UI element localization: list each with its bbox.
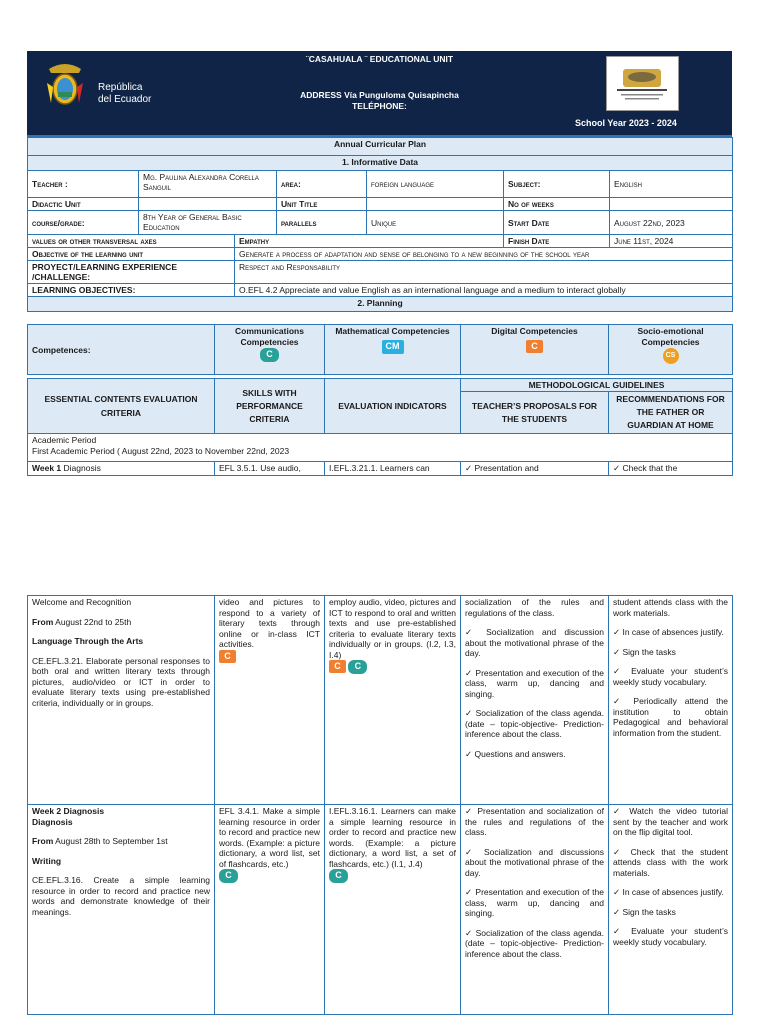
week2-guardian-item: ✓ Check that the student attends class with the work materials. xyxy=(613,846,728,878)
school-address: ADDRESS Vía Punguloma Quisapincha xyxy=(300,90,459,100)
course-label: course/grade: xyxy=(28,211,139,235)
week1-teacher-item: ✓ Presentation and execution of the class, warm up, dancing and singing. xyxy=(465,667,604,699)
week1-from-label: From xyxy=(32,616,54,627)
guardian-header: RECOMMENDATIONS FOR THE FATHER OR GUARDIAN AT HOME xyxy=(609,392,733,434)
school-name: ¨CASAHUALA ¨ EDUCATIONAL UNIT xyxy=(305,54,454,64)
school-logo xyxy=(606,56,679,111)
week1-indicator: employ audio, video, pictures and ICT to respond to oral and written texts and use pre-established criteria to evaluate literary texts individually or in groups. (I.2, I.3, I.4) xyxy=(329,597,456,660)
week1-teacher-item: ✓ Socialization of the class agenda. (date – topic-objective- Prediction- inference about the class. xyxy=(465,708,604,739)
week1-guardian-item: ✓ Sign the tasks xyxy=(613,646,676,657)
week1-topic: Language Through the Arts xyxy=(32,636,144,646)
academic-period: Academic Period xyxy=(32,435,97,445)
week1-guardian-item: ✓ Evaluate your student’s weekly study vocabulary. xyxy=(613,666,728,687)
weeks-table xyxy=(27,595,733,1015)
week1-label: Week 1 xyxy=(32,463,62,473)
socio-emotional-icon: CS xyxy=(663,348,679,364)
digital-icon: C xyxy=(219,650,236,663)
communication-icon: C xyxy=(219,869,238,883)
week1-guardian-stub: ✓ Check that the xyxy=(609,462,733,476)
finish-date-value: June 11st, 2024 xyxy=(610,235,733,248)
digital-competencies: Digital Competencies xyxy=(491,326,578,336)
week2-guardian-item: ✓ In case of absences justify. xyxy=(613,887,724,897)
essential-header: ESSENTIAL CONTENTS EVALUATION CRITERIA xyxy=(28,379,215,434)
finish-date-label: Finish Date xyxy=(504,235,610,248)
teacher-value: Mg. Paulina Alexandra Corella Sanguil xyxy=(139,171,277,198)
communication-competencies: Communications Competencies xyxy=(235,326,304,347)
didactic-unit-label: Didactic Unit xyxy=(28,198,139,211)
week2-criteria: CE.EFL.3.16. Create a simple learning resource in order to record and practice new words and demonstrate knowledge of their meanings. xyxy=(32,875,210,917)
teacher-label: Teacher : xyxy=(28,171,139,198)
week1-skill-stub: EFL 3.5.1. Use audio, xyxy=(215,462,325,476)
start-date-value: August 22nd, 2023 xyxy=(610,211,733,235)
week2-guardian-item: ✓ Sign the tasks xyxy=(613,906,676,917)
weeks-label: No of weeks xyxy=(504,198,610,211)
digital-icon: C xyxy=(526,340,543,353)
week2-row xyxy=(28,805,733,1015)
week2-teacher-item: ✓ Presentation and execution of the class, warm up, dancing and singing. xyxy=(465,887,604,918)
subject-label: Subject: xyxy=(504,171,610,198)
week1-guardian-item: student attends class with the work materials. xyxy=(613,597,728,618)
week1-guardian-item: ✓ Periodically attend the institution to obtain Pedagogical and behavioral information from the student. xyxy=(613,696,728,738)
week2-teacher-item: ✓ Presentation and socialization of the rules and regulations of the class. xyxy=(465,806,604,837)
communication-icon: C xyxy=(348,660,367,674)
country-line2: del Ecuador xyxy=(98,94,152,105)
week2-guardian-item: ✓ Watch the video tutorial sent by the teacher and work on the flip digital tool. xyxy=(613,806,728,837)
values-label: values or other transversal axes xyxy=(28,235,235,248)
learning-objectives-value: O.EFL 4.2 Appreciate and value English as an international language and a medium to interact globally xyxy=(235,284,733,297)
academic-period-range: First Academic Period ( August 22nd, 2023 to November 22nd, 2023 xyxy=(32,446,290,456)
communication-icon: C xyxy=(260,348,279,362)
mathematical-icon: CM xyxy=(382,340,404,354)
planning-table xyxy=(27,324,733,476)
unit-title-label: Unit Title xyxy=(277,198,367,211)
communication-icon: C xyxy=(329,869,348,883)
section2-title: 2. Planning xyxy=(28,297,733,312)
indicators-header: EVALUATION INDICATORS xyxy=(325,379,461,434)
mathematical-competencies: Mathematical Competencies xyxy=(335,326,450,336)
week1-teacher-item: socialization of the rules and regulations of the class. xyxy=(465,597,604,618)
week2-label: Week 2 Diagnosis xyxy=(32,806,105,816)
school-year: School Year 2023 - 2024 xyxy=(575,118,677,128)
country-line1: República xyxy=(98,82,143,93)
area-label: area: xyxy=(277,171,367,198)
week2-teacher-item: ✓ Socialization of the class agenda. (date – topic-objective- Prediction- inference about the class. xyxy=(465,927,604,959)
informative-table xyxy=(27,137,733,312)
section1-title: 1. Informative Data xyxy=(28,156,733,171)
project-value: Respect and Responsability xyxy=(235,261,733,284)
start-date-label: Start Date xyxy=(504,211,610,235)
area-value: foreign language xyxy=(367,171,504,198)
subject-value: English xyxy=(610,171,733,198)
week1-diagnosis: Diagnosis xyxy=(63,463,101,473)
week2-skill: EFL 3.4.1. Make a simple learning resource in order to record and practice new words. (Example: a picture dictionary, a word list, set of flashcards, etc.) xyxy=(219,806,320,869)
week2-from-label: From xyxy=(32,836,54,846)
skills-header: SKILLS WITH PERFORMANCE CRITERIA xyxy=(215,379,325,434)
week2-diagnosis: Diagnosis xyxy=(32,816,73,827)
week1-teacher-item: ✓ Questions and answers. xyxy=(465,748,566,759)
parallels-value: Unique xyxy=(367,211,504,235)
week2-indicator: I.EFL.3.16.1. Learners can make a simple learning resource in order to record and practice new words. (Example: a picture dictionary, a word list, a set of flashcards, etc.) (I.1, J.4) xyxy=(329,806,456,869)
objective-label: Objective of the learning unit xyxy=(28,248,235,261)
week2-from-value: August 28th to September 1st xyxy=(55,836,168,846)
week1-skill: video and pictures to respond to a variety of literary texts through online or in-class ICT activities. xyxy=(219,597,320,649)
method-header: METHODOLOGICAL GUIDELINES xyxy=(461,379,733,392)
document-header xyxy=(27,51,732,137)
socio-emotional-competencies: Socio-emotional Competencies xyxy=(637,326,704,347)
learning-objectives-label: LEARNING OBJECTIVES: xyxy=(28,284,235,297)
week1-teacher-stub: ✓ Presentation and xyxy=(461,462,609,476)
week1-criteria: CE.EFL.3.21. Elaborate personal responses to both oral and written literary texts through pictures, audio/video or ICT in order to evaluate literary texts using pre-established criteria, individually or in groups. xyxy=(32,655,210,708)
week1-indicator-stub: I.EFL.3.21.1. Learners can xyxy=(325,462,461,476)
course-value: 8th Year of General Basic Education xyxy=(139,211,277,235)
week2-teacher-item: ✓ Socialization and discussions about the motivational phrase of the day. xyxy=(465,846,604,878)
digital-icon: C xyxy=(329,660,346,673)
teacher-proposals-header: TEACHER’S PROPOSALS FOR THE STUDENTS xyxy=(461,392,609,434)
week1-welcome: Welcome and Recognition xyxy=(32,597,132,607)
competences-label: Competences: xyxy=(28,325,215,375)
objective-value: Generate a process of adaptation and sense of belonging to a new beginning of the school year xyxy=(235,248,733,261)
week1-teacher-item: ✓ Socialization and discussion about the motivational phrase of the day. xyxy=(465,627,604,658)
week1-from-value: August 22nd to 25th xyxy=(55,616,132,627)
project-label: PROYECT/LEARNING EXPERIENCE /CHALLENGE: xyxy=(28,261,235,284)
parallels-label: parallels xyxy=(277,211,367,235)
week1-guardian-item: ✓ In case of absences justify. xyxy=(613,627,724,637)
week2-topic: Writing xyxy=(32,855,62,866)
school-telephone: TELÉPHONE: xyxy=(352,101,407,111)
week1-row xyxy=(28,596,733,805)
plan-title: Annual Curricular Plan xyxy=(28,138,733,156)
week2-guardian-item: ✓ Evaluate your student’s weekly study vocabulary. xyxy=(613,926,728,947)
values-value: Empathy xyxy=(235,235,504,248)
